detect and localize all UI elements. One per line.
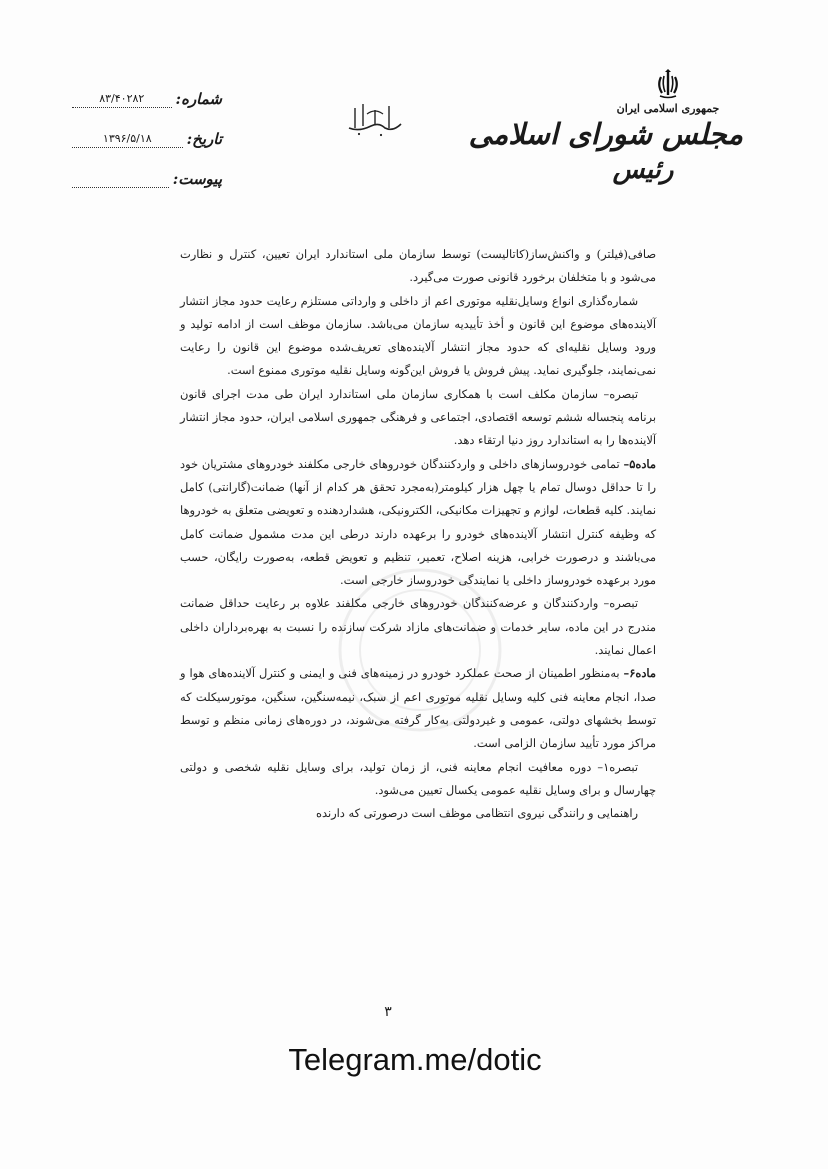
- date-row: [72, 108, 222, 148]
- paragraph: [180, 802, 656, 825]
- paragraph: [180, 243, 656, 290]
- majlis-header: [468, 68, 743, 187]
- attachment-value: [72, 185, 169, 188]
- paragraph-text: تبصره– واردکنندگان و عرضه‌کنندگان خودروهای خارجی مکلفند علاوه بر رعایت حداقل ضمانت مندرج در این ماده، سایر خدمات و ضمانت‌های مازاد شرکت سازنده را نسبت به بهره‌برداران داخلی اعمال نمایند.: [180, 596, 656, 658]
- paragraph-text: تبصره– سازمان مکلف است با همکاری سازمان ملی استاندارد ایران طی مدت اجرای قانون برنامه پنجساله ششم توسعه اقتصادی، اجتماعی و فرهنگی جمهوری اسلامی ایران، حدود مجاز انتشار آلاینده‌ها را به استاندارد روز دنیا ارتقاء دهد.: [180, 386, 656, 448]
- date-label: تاریخ:: [186, 130, 222, 148]
- article-6: [180, 662, 656, 755]
- majlis-title: مجلس شورای اسلامی: [468, 117, 743, 151]
- date-value: ۱۳۹۶/۵/۱۸: [72, 132, 183, 148]
- republic-title: جمهوری اسلامی ایران: [616, 102, 720, 115]
- paragraph: [180, 290, 656, 383]
- number-row: [72, 68, 222, 108]
- paragraph: [180, 756, 656, 803]
- telegram-watermark: Telegram.me/dotic: [288, 1042, 542, 1077]
- paragraph-text: راهنمایی و رانندگی نیروی انتظامی موظف است درصورتی که دارنده: [316, 806, 638, 821]
- number-value: ۸۳/۴۰۲۸۲: [72, 92, 172, 108]
- page-number: ۳: [384, 1004, 392, 1020]
- bismillah-calligraphy: [345, 98, 405, 138]
- paragraph-text: صافی(فیلتر) و واکنش‌ساز(کاتالیست) توسط سازمان ملی استاندارد ایران تعیین، کنترل و نظارت می‌شود و با متخلفان برخورد قانونی صورت می‌گیرد.: [180, 247, 656, 285]
- letter-meta: [72, 68, 222, 188]
- article-lead: ماده۶–: [623, 666, 656, 681]
- paragraph-text: شماره‌گذاری انواع وسایل‌نقلیه موتوری اعم از داخلی و وارداتی مستلزم رعایت حدود مجاز انتشار آلاینده‌های موضوع این قانون و أخذ تأییدیه سازمان می‌باشد. سازمان موظف است از ادامه تولید و ورود وسایل نقلیه‌ای که حدود مجاز انتشار آلاینده‌های تعریف‌شده موضوع این قانون را رعایت نمی‌نمایند، جلوگیری نماید. پیش فروش یا فروش این‌گونه وسایل نقلیه موتوری ممنوع است.: [180, 293, 656, 378]
- iran-emblem-icon: [652, 68, 684, 100]
- paragraph-text: تمامی خودروسازهای داخلی و واردکنندگان خودروهای خارجی مکلفند خودروهای مشتریان خود را تا حداقل دوسال تمام یا چهل هزار کیلومتر(به‌مجرد تحقق هر کدام از آنها) ضمانت(گارانتی) کامل نمایند. کلیه قطعات، لوازم و تجهیزات مکانیکی، الکترونیکی، هشداردهنده و تعویضی متعلق به خودروها که وظیفه کنترل انتشار آلاینده‌های خودرو را برعهده دارند درطی این مدت مشمول ضمانت کامل می‌باشند و درصورت خرابی، هزینه اصلاح، تعمیر، تنظیم و تعویض قطعه، به‌صورت رایگان، حسب مورد برعهده خودروساز داخلی یا نمایندگی خودروساز خارجی است.: [180, 456, 656, 588]
- paragraph: [180, 383, 656, 453]
- number-label: شماره:: [175, 90, 222, 108]
- paragraph: [180, 592, 656, 662]
- attachment-row: [72, 148, 222, 188]
- article-lead: ماده۵–: [623, 456, 656, 471]
- attachment-label: پیوست:: [172, 170, 222, 188]
- rais-title: رئیس: [612, 155, 674, 185]
- article-5: [180, 453, 656, 593]
- paragraph-text: تبصره۱– دوره معافیت انجام معاینه فنی، از زمان تولید، برای وسایل نقلیه شخصی و دولتی چهارسال و برای وسایل نقلیه عمومی یکسال تعیین می‌شود.: [180, 759, 656, 797]
- paragraph-text: به‌منظور اطمینان از صحت عملکرد خودرو در زمینه‌های فنی و ایمنی و کنترل آلاینده‌های هوا و صدا، انجام معاینه فنی کلیه وسایل نقلیه موتوری اعم از سبک، نیمه‌سنگین، سنگین، موتورسیکلت که توسط بخشهای دولتی، عمومی و غیردولتی به‌کار گرفته می‌شوند، در دوره‌های زمانی منظم و توسط مراکز مورد تأیید سازمان الزامی است.: [180, 666, 656, 751]
- letter-body: [180, 243, 656, 825]
